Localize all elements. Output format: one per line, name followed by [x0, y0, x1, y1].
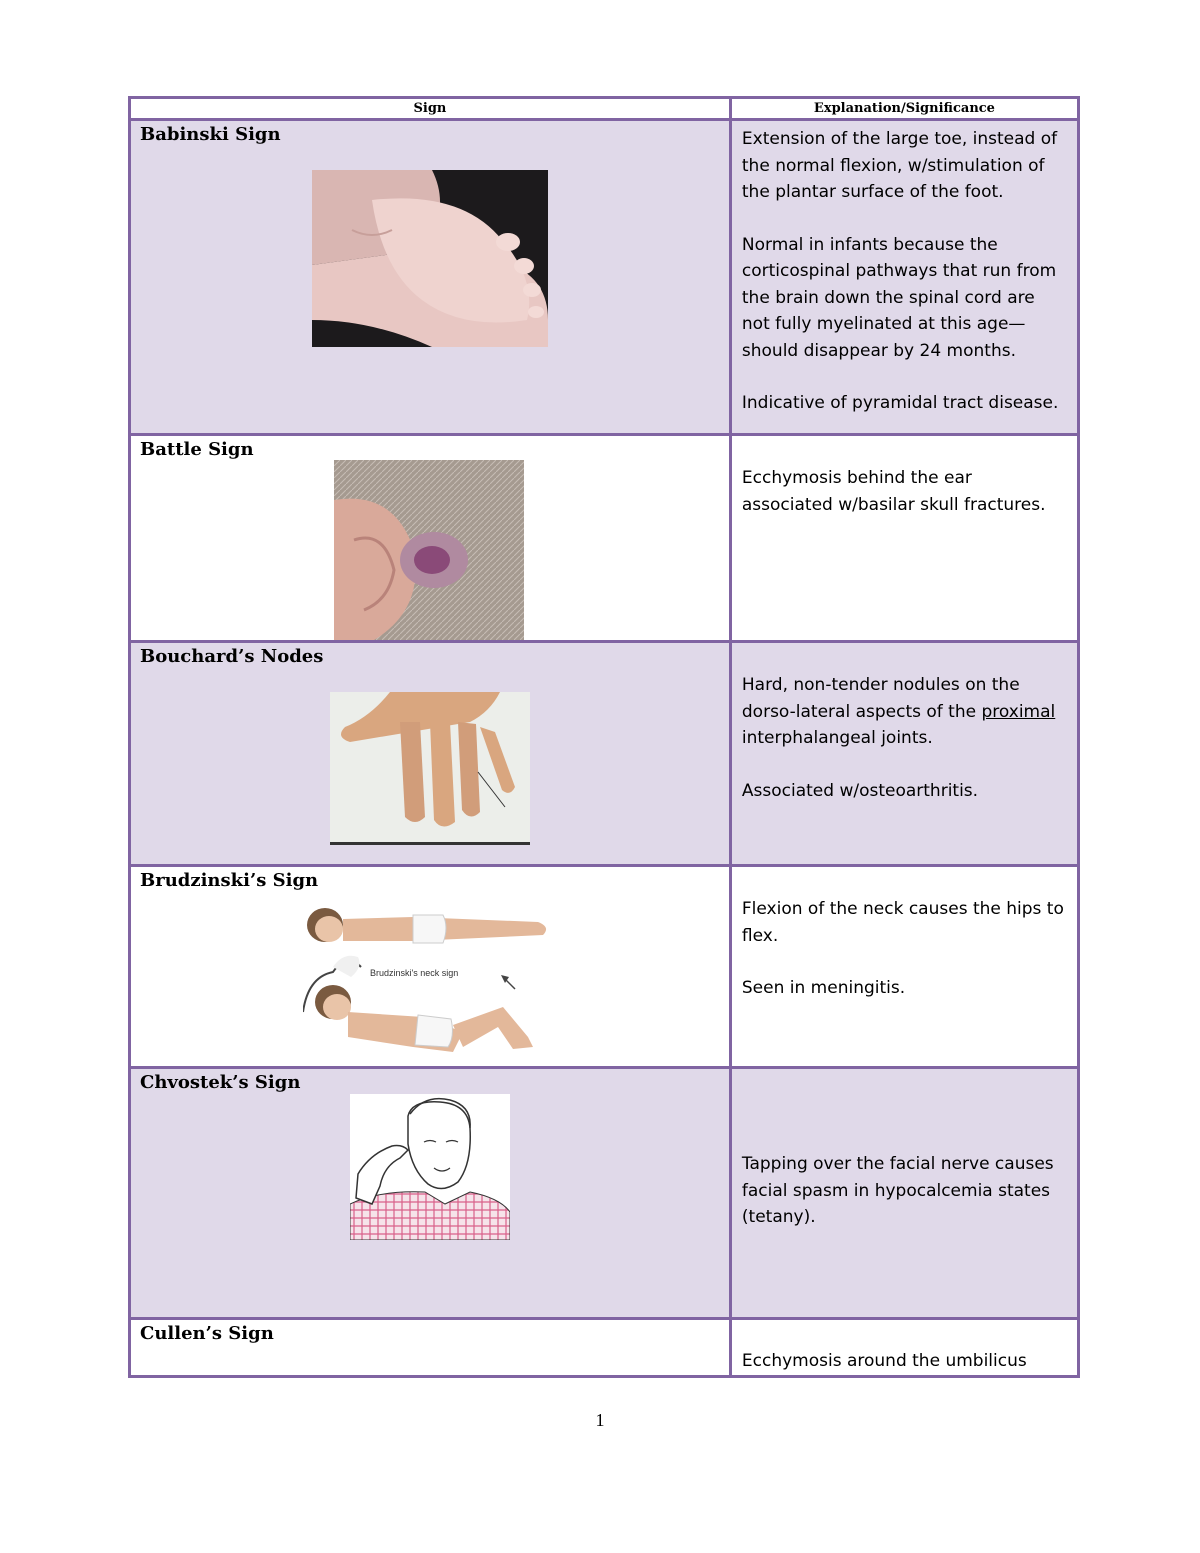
table-row — [130, 866, 1079, 1068]
explanation-text: Associated w/osteoarthritis. — [741, 780, 979, 801]
sign-cell — [130, 866, 731, 1068]
sign-cell — [130, 1068, 731, 1319]
sign-cell — [130, 642, 731, 866]
explanation-text: Flexion of the neck causes the hips to flex. — [741, 899, 1064, 946]
explanation-text: Indicative of pyramidal tract disease. — [741, 393, 1059, 413]
table-row — [130, 120, 1079, 435]
underlined-term: proximal — [981, 701, 1056, 722]
illustration-caption: Brudzinski's neck sign — [370, 968, 459, 978]
table-row — [130, 1319, 1079, 1377]
explanation-cell — [730, 642, 1078, 866]
sign-name: Bouchard’s Nodes — [140, 646, 324, 667]
sign-cell — [130, 120, 731, 435]
table-header-row — [130, 98, 1079, 120]
explanation-text-part: interphalangeal joints. — [741, 728, 933, 748]
signs-table — [128, 96, 1080, 1378]
explanation-cell — [730, 1319, 1078, 1377]
child-neck-flexion-illustration — [303, 897, 559, 1068]
explanation-cell — [730, 435, 1078, 642]
sign-cell — [130, 1319, 731, 1377]
table-row — [130, 1068, 1079, 1319]
facial-tap-sketch — [350, 1094, 510, 1240]
explanation-text: Extension of the large toe, instead of the normal flexion, w/stimulation of the plantar surface of the foot. — [741, 129, 1058, 202]
explanation-text: Ecchymosis around the umbilicus — [741, 1351, 1027, 1371]
hand-nodes-photo — [330, 692, 530, 845]
explanation-cell — [730, 866, 1078, 1068]
sign-name: Cullen’s Sign — [140, 1323, 274, 1344]
header-explanation: Explanation/Significance — [730, 98, 1078, 120]
explanation-text: Tapping over the facial nerve causes facial spasm in hypocalcemia states (tetany). — [741, 1154, 1054, 1227]
explanation-cell — [730, 120, 1078, 435]
explanation-text: Ecchymosis behind the ear associated w/basilar skull fractures. — [741, 468, 1046, 515]
explanation-text — [742, 672, 1067, 752]
explanation-text: Normal in infants because the corticospinal pathways that run from the brain down the spinal cord are not fully myelinated at this age—should disappear by 24 months. — [741, 234, 1057, 361]
sign-cell — [130, 435, 731, 642]
infant-foot-photo — [312, 170, 548, 347]
table-row — [130, 642, 1079, 866]
header-sign: Sign — [130, 98, 731, 120]
ear-ecchymosis-photo — [334, 460, 524, 640]
table-row — [130, 435, 1079, 642]
explanation-cell — [730, 1068, 1078, 1319]
explanation-text: Seen in meningitis. — [741, 978, 906, 998]
explanation-text-part: Hard, non-tender nodules on the dorso-lateral aspects of the — [741, 675, 1020, 722]
page-number: 1 — [595, 1410, 605, 1430]
sign-name: Babinski Sign — [140, 124, 281, 145]
sign-name: Brudzinski’s Sign — [140, 870, 319, 891]
sign-name: Chvostek’s Sign — [140, 1072, 301, 1093]
sign-name: Battle Sign — [140, 439, 254, 460]
